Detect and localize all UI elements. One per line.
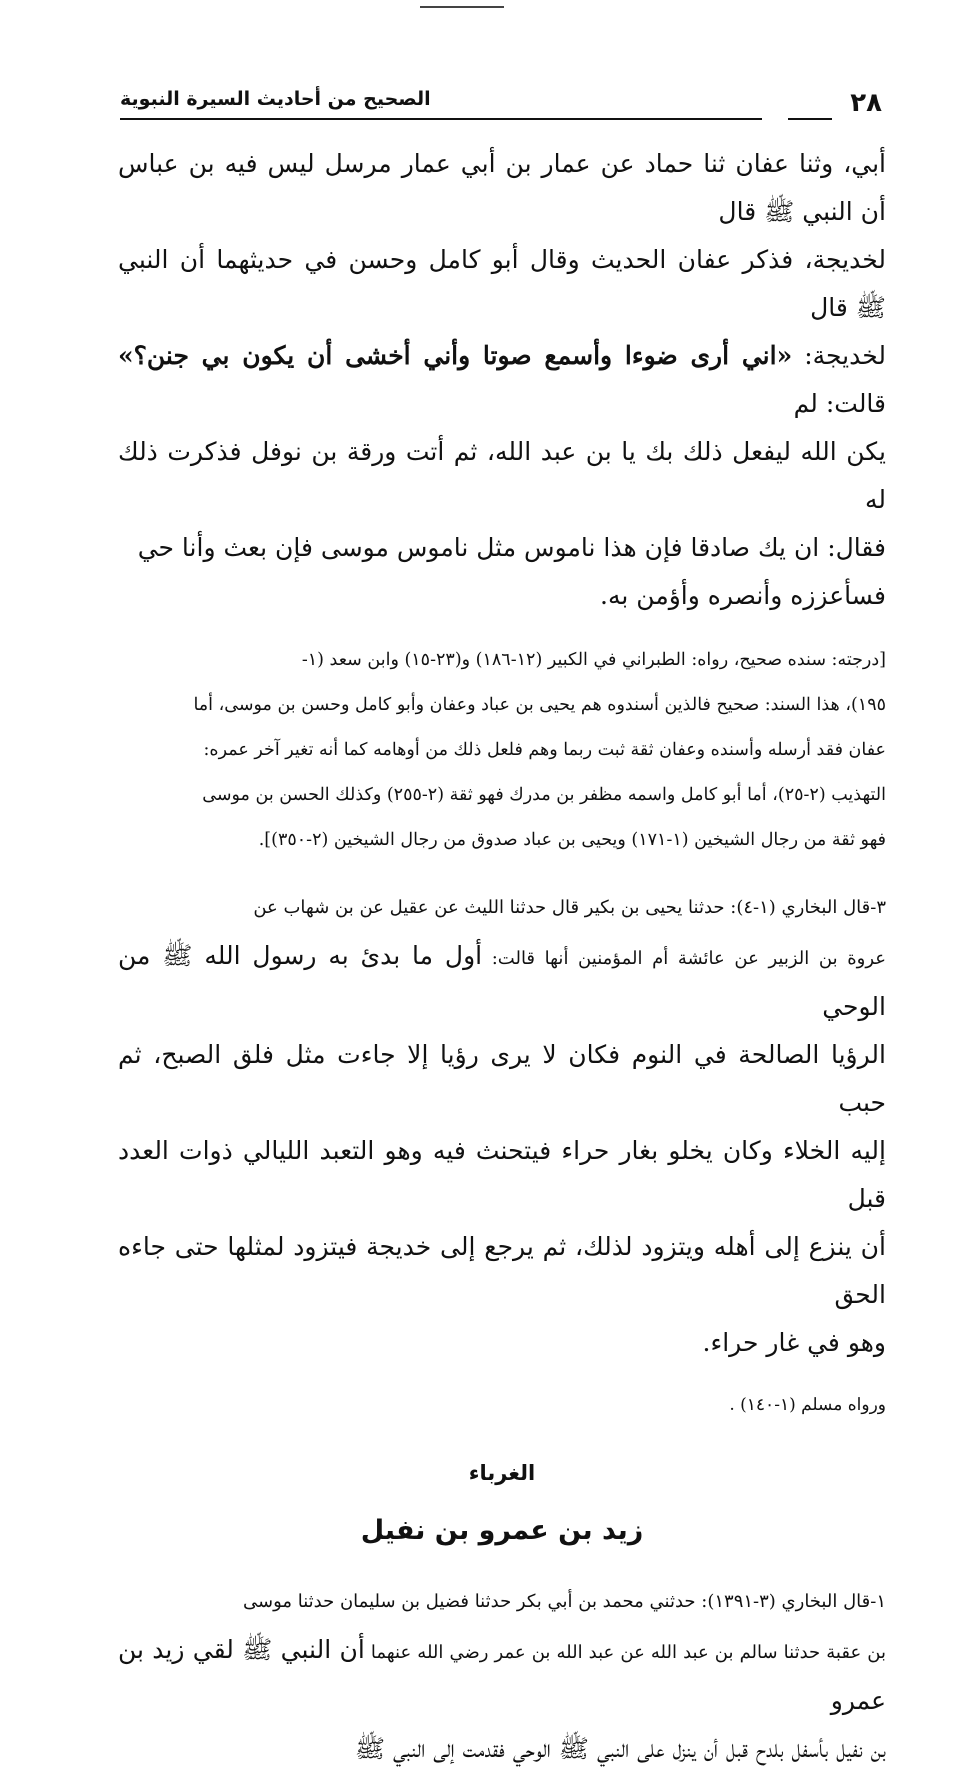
grading-note [118,638,886,863]
text-line: بن نفيل بأسفل بلدح قبل أن ينزل على النبي ﷺ الوحي فقدمت إلى النبي ﷺ [354,1734,886,1763]
text-line: ١٩٥)، هذا السند: صحيح فالذين أسندوه هم يحيى بن عباد وعفان وأبو كامل وحسن بن موسى، أما [193,695,886,715]
text-line: وهو في غار حراء. [702,1328,886,1357]
text-line: عفان فقد أرسله وأسنده وعفان ثقة ثبت ربما وهم فلعل ذلك من أوهامه كما أنه تغير آخر عمره: [203,740,886,760]
text-line: إليه الخلاء وكان يخلو بغار حراء فيتحنث فيه وهو التعبد الليالي ذوات العدد قبل [118,1136,886,1213]
text-line: أن النبي ﷺ لقي زيد بن عمرو [118,1635,886,1715]
page-body [118,140,886,1791]
text-line: بن عقبة حدثنا سالم بن عبد الله عن عبد الله بن عمر رضي الله عنهما [364,1642,886,1663]
text-line: الرؤيا الصالحة في النوم فكان لا يرى رؤيا إلا جاءت مثل فلق الصبح، ثم حبب [118,1040,886,1117]
header-rule-short [788,118,832,120]
page-number: ٢٨ [850,88,882,118]
text-line: [درجته: سنده صحيح، رواه: الطبراني في الكبير (١٢-١٨٦) و(٢٣-١٥) وابن سعد (١- [301,650,886,670]
text-line: فسأعززه وأنصره وأؤمن به. [600,581,886,610]
hadith-paragraph-revelation [118,881,886,1367]
text-line: أول ما بدئ به رسول الله ﷺ من الوحي [118,941,886,1021]
hadith-quote: «اني أرى ضوءا وأسمع صوتا وأني أخشى أن يكون بي جنن؟» [118,341,793,370]
text-line: ١-قال البخاري (٣-١٣٩١): حدثني محمد بن أبي بكر حدثنا فضيل بن سليمان حدثنا موسى [242,1591,886,1612]
text-line: لخديجة، فذكر عفان الحديث وقال أبو كامل وحسن في حديثهما أن النبي ﷺ قال [118,245,886,322]
text-line: لخديجة: [792,341,886,370]
text-line: عروة بن الزبير عن عائشة أم المؤمنين أنها قالت: [482,948,887,969]
muslim-reference: ورواه مسلم (١-١٤٠) . [729,1395,886,1415]
text-line: فقال: ان يك صادقا فإن هذا ناموس مثل ناموس موسى فإن بعث وأنا حي [137,533,886,562]
header-rule [120,118,762,120]
top-scan-mark [420,6,504,8]
text-line: أن ينزع إلى أهله ويتزود لذلك، ثم يرجع إلى خديجة فيتزود لمثلها حتى جاءه الحق [118,1232,886,1309]
section-subheading: زيد بن عمرو بن نفيل [360,1515,644,1546]
text-line: التهذيب (٢-٢٥)، أما أبو كامل واسمه مظفر بن مدرك فهو ثقة (٢-٢٥٥) وكذلك الحسن بن موسى [202,785,886,805]
running-title: الصحيح من أحاديث السيرة النبوية [120,88,431,110]
text-line: ٣-قال البخاري (١-٤): حدثنا يحيى بن بكير قال حدثنا الليث عن عقيل عن بن شهاب عن [253,897,886,918]
text-line: يكن الله ليفعل ذلك بك يا بن عبد الله، ثم أتت ورقة بن نوفل فذكرت ذلك له [118,437,886,514]
text-line: أبي، وثنا عفان ثنا حماد عن عمار بن أبي عمار مرسل ليس فيه بن عباس أن النبي ﷺ قال [118,149,886,226]
text-line: فهو ثقة من رجال الشيخين (١-١٧١) ويحيى بن عباد صدوق من رجال الشيخين (٢-٣٥٠)]. [258,830,886,850]
hadith-paragraph-zayd [118,1575,886,1773]
section-heading: الغرباء [468,1461,536,1485]
page-header [120,88,882,118]
text-line: قالت: لم [793,389,886,418]
hadith-paragraph-khadija [118,140,886,620]
